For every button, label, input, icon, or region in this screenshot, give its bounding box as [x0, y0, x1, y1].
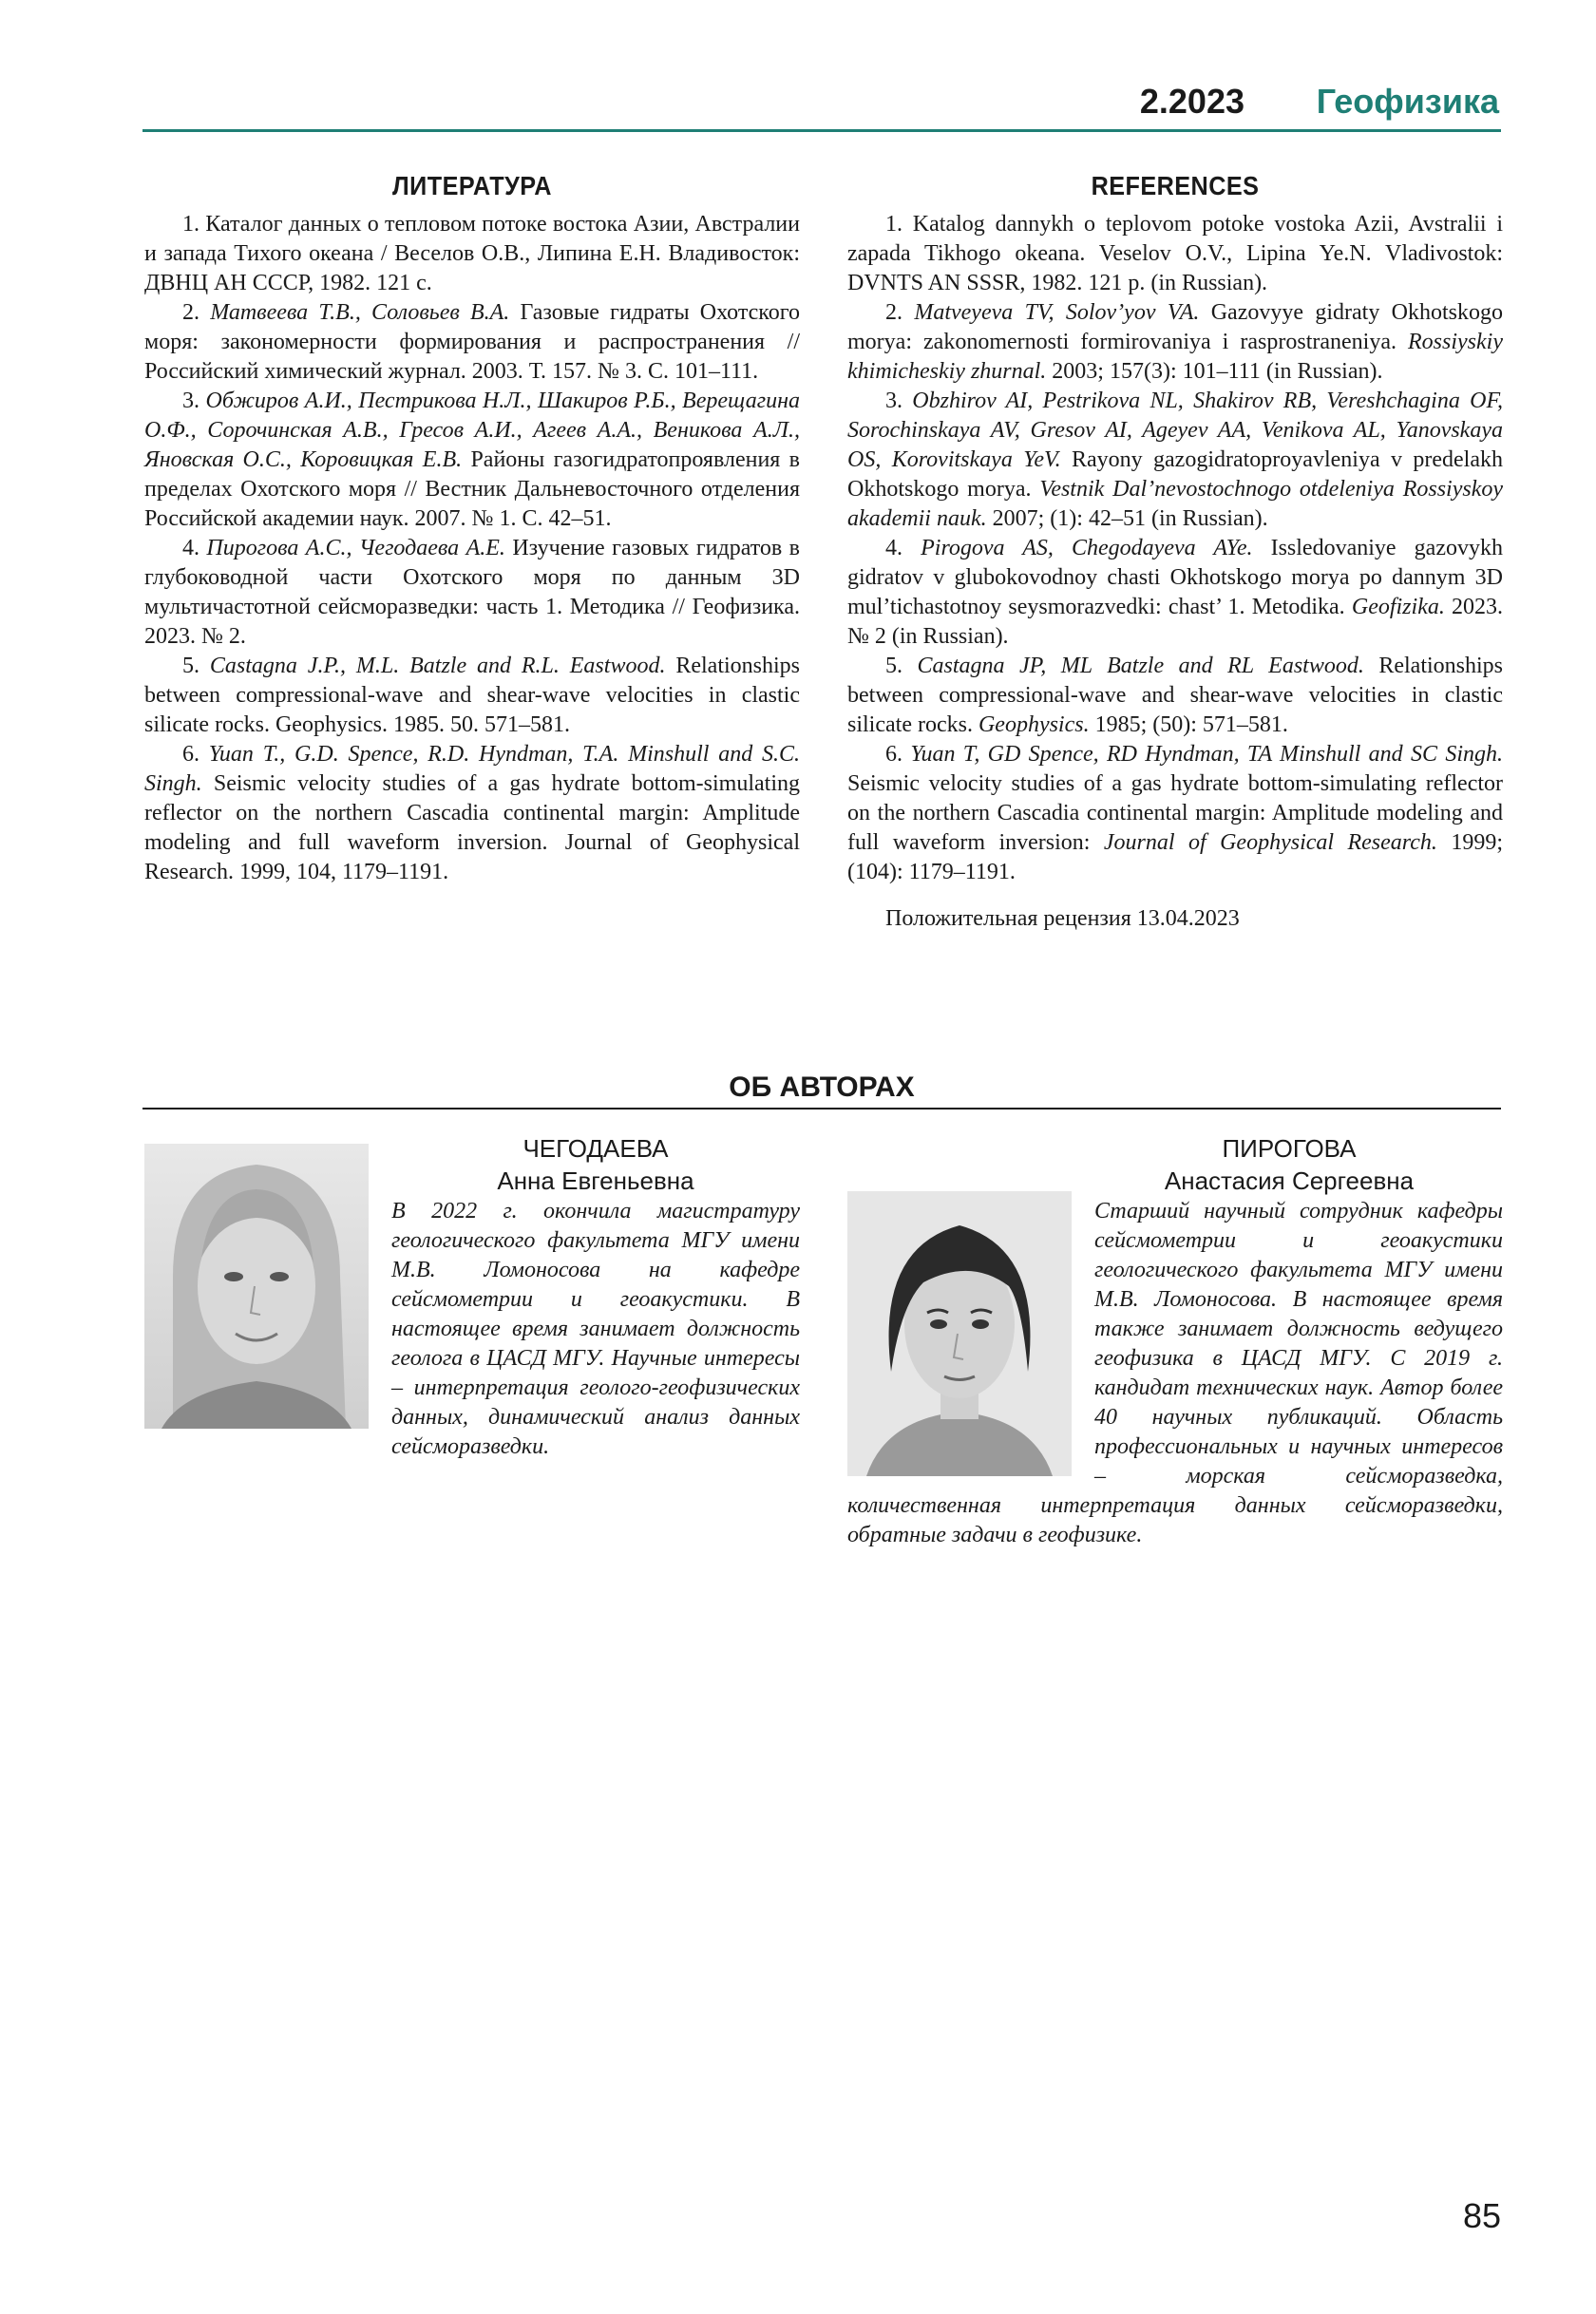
about-authors-heading: ОБ АВТОРАХ — [142, 1072, 1501, 1110]
author-pirogova — [847, 1132, 1503, 1550]
references-ref-3: 3. Obzhirov AI, Pestrikova NL, Shakirov RB, Vereshchagina OF, Sorochinskaya AV, Gresov AI, Ageyev AA, Venikova AL, Yanovskaya OS, Korovitskaya YeV. Rayony gazogidratoproyavleniya v predelakh Okhotskogo morya. Vestnik Dal’nevostochnogo otdeleniya Rossiyskoy akademii nauk. 2007; (1): 42–51 (in Russian). — [847, 389, 1504, 531]
references-ref-1: 1. Katalog dannykh o teplovom potoke vostoka Azii, Avstralii i zapada Tikhogo okeana. Veselov O.V., Lipina Ye.N. Vladivostok: DVNTS AN SSSR, 1982. 121 p. (in Russian). — [847, 212, 1503, 295]
literature-ref-1: 1. Каталог данных о тепловом потоке востока Азии, Австралии и запада Тихого океана / Веселов О.В., Липина Е.Н. Владивосток: ДВНЦ АН СССР, 1982. 121 с. — [144, 212, 800, 295]
portrait-image — [144, 1144, 369, 1429]
author-given-name: Анна Евгеньевна — [497, 1166, 694, 1195]
portrait-image — [847, 1191, 1072, 1476]
page-number: 85 — [1462, 2196, 1501, 2235]
author-photo — [144, 1144, 369, 1429]
references-ref-4: 4. Pirogova AS, Chegodayeva AYe. Issledovaniye gazovykh gidratov v glubokovodnoy chasti Okhotskogo morya po dannym 3D mul’tichastotnoy seysmorazvedki: chast’ 1. Metodika. Geofizika. 2023. № 2 (in Russian). — [847, 536, 1504, 649]
issue-number: 2.2023 — [1139, 82, 1244, 121]
author-name-block — [372, 1132, 800, 1197]
author-photo — [847, 1191, 1072, 1476]
literature-ref-6: 6. Yuan T., G.D. Spence, R.D. Hyndman, T.A. Minshull and S.C. Singh. Seismic velocity studies of a gas hydrate bottom-simulating reflector on the northern Cascadia continental margin: Amplitude modeling and full waveform inversion. Journal of Geophysical Research. 1999, 104, 1179–1191. — [144, 742, 800, 884]
references-column — [847, 171, 1503, 934]
references-ref-5: 5. Castagna JP, ML Batzle and RL Eastwood. Relationships between compressional-wave and shear-wave velocities in clastic silicate rocks. Geophysics. 1985; (50): 571–581. — [847, 654, 1503, 737]
journal-title: Геофизика — [1316, 82, 1499, 121]
references-ref-6: 6. Yuan T, GD Spence, RD Hyndman, TA Minshull and SC Singh. Seismic velocity studies of a gas hydrate bottom-simulating reflector on the northern Cascadia continental margin: Amplitude modeling and full waveform inversion: Journal of Geophysical Research. 1999; (104): 1179–1191. — [847, 742, 1504, 884]
author-surname: ЧЕГОДАЕВА — [522, 1134, 669, 1163]
literature-ref-5: 5. Castagna J.P., M.L. Batzle and R.L. Eastwood. Relationships between compressional-wave and shear-wave velocities in clastic silicate rocks. Geophysics. 1985. 50. 571–581. — [144, 654, 801, 737]
literature-ref-3: 3. Обжиров А.И., Пестрикова Н.Л., Шакиров Р.Б., Верещагина О.Ф., Сорочинская А.В., Гресов А.И., Агеев А.А., Веникова А.Л., Яновская О.С., Коровицкая Е.В. Районы газогидратопроявления в пределах Охотского моря // Вестник Дальневосточного отделения Российской академии наук. 2007. № 1. С. 42–51. — [144, 389, 801, 531]
literature-heading: ЛИТЕРАТУРА — [392, 171, 552, 200]
author-name-block — [1075, 1132, 1503, 1197]
author-bio: В 2022 г. окончила магистратуру геологического факультета МГУ имени М.В. Ломоносова на кафедре сейсмометрии и геоакустики. В настоящее время занимает должность геолога в ЦАСД МГУ. Научные интересы – интерпретация геолого-геофизических данных, динамический анализ данных сейсморазведки. — [391, 1199, 800, 1459]
author-given-name: Анастасия Сергеевна — [1164, 1166, 1415, 1195]
references-ref-2: 2. Matveyeva TV, Solov’yov VA. Gazovyye gidraty Okhotskogo morya: zakonomernosti formirovaniya i rasprostraneniya. Rossiyskiy khimicheskiy zhurnal. 2003; 157(3): 101–111 (in Russian). — [847, 300, 1504, 384]
author-bio: Старший научный сотрудник кафедры сейсмометрии и геоакустики геологического факультета МГУ имени М.В. Ломоносова. В настоящее время также занимает должность ведущего геофизика в ЦАСД МГУ. С 2019 г. кандидат технических наук. Автор более 40 научных публикаций. Область профессиональных и научных интересов – морская сейсморазведка, количественная интерпретация данных сейсморазведки, обратные задачи в геофизике. — [847, 1199, 1503, 1547]
author-chegodaeva — [144, 1132, 800, 1462]
references-heading: REFERENCES — [1091, 171, 1260, 200]
literature-column — [144, 171, 800, 887]
author-surname: ПИРОГОВА — [1222, 1134, 1357, 1163]
literature-ref-2: 2. Матвеева Т.В., Соловьев В.А. Газовые гидраты Охотского моря: закономерности формирования и распространения // Российский химический журнал. 2003. Т. 157. № 3. С. 101–111. — [144, 300, 800, 384]
review-date: Положительная рецензия 13.04.2023 — [885, 906, 1240, 931]
literature-ref-4: 4. Пирогова А.С., Чегодаева А.Е. Изучение газовых гидратов в глубоководной части Охотского моря по данным 3D мультичастотной сейсморазведки: часть 1. Методика // Геофизика. 2023. № 2. — [144, 536, 801, 649]
running-header — [142, 76, 1501, 132]
